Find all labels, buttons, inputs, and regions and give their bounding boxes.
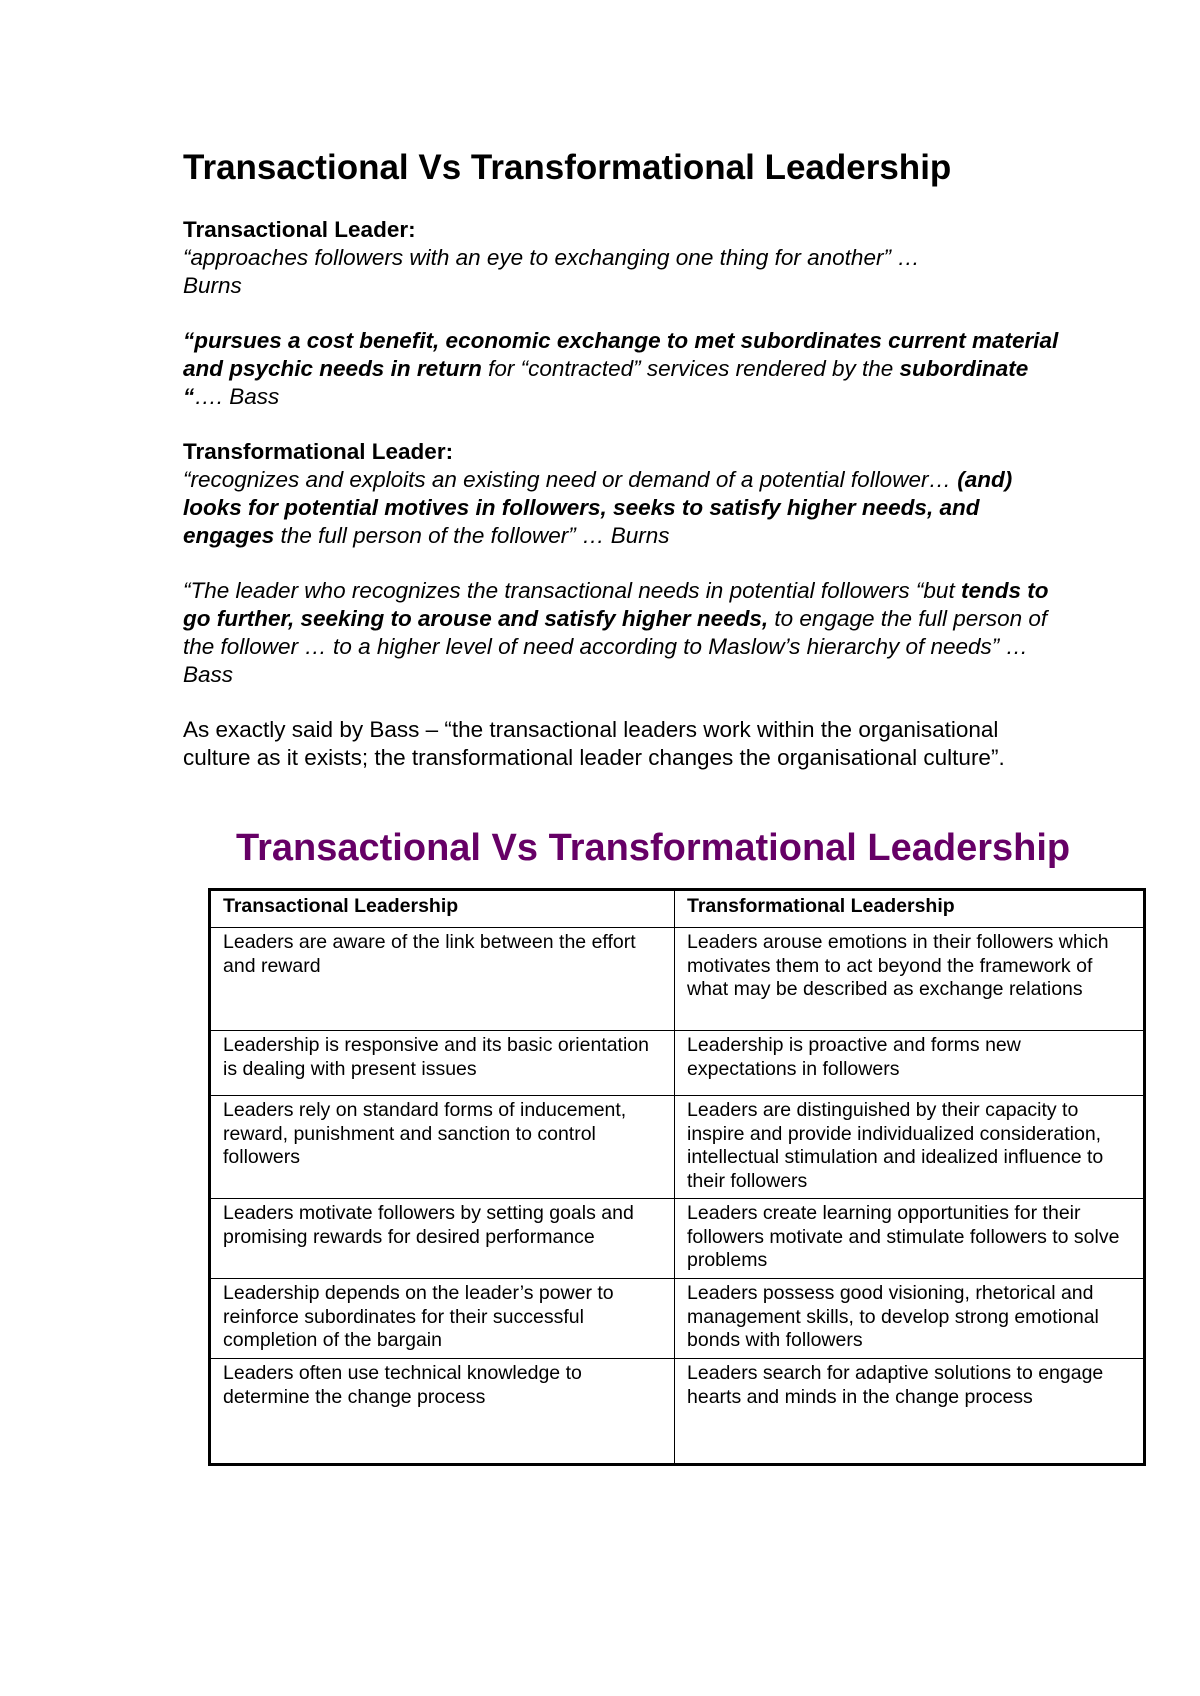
bass-quote-transformational (183, 577, 1063, 689)
transactional-cell: Leaders motivate followers by setting goals and promising rewards for desired performance (210, 1199, 675, 1279)
bass-quote-transformational-italic: “The leader who recognizes the transactional needs in potential followers “but (183, 578, 961, 603)
table-header-row (210, 890, 1145, 928)
burns-quote-transformational-bold: (and) looks for potential motives in followers, seeks to satisfy higher needs, and engages (183, 467, 1013, 548)
page-title: Transactional Vs Transformational Leadership (183, 148, 952, 187)
transformational-cell: Leaders search for adaptive solutions to engage hearts and minds in the change process (675, 1359, 1145, 1465)
transformational-heading: Transformational Leader: (183, 439, 454, 464)
header-transformational: Transformational Leadership (675, 890, 1145, 928)
transactional-cell: Leadership is responsive and its basic orientation is dealing with present issues (210, 1031, 675, 1096)
transactional-cell: Leaders rely on standard forms of inducement, reward, punishment and sanction to control followers (210, 1096, 675, 1199)
bass-quote-transformational-end: to engage the full person of the follower … to a higher level of need according to Maslow’s hierarchy of needs” … Bass (183, 606, 1048, 687)
transformational-section (183, 438, 1063, 550)
table-row (210, 928, 1145, 1031)
comparison-title: Transactional Vs Transformational Leadership (236, 827, 1071, 869)
comparison-table (208, 888, 1146, 1466)
table-row (210, 1199, 1145, 1279)
transformational-cell: Leaders possess good visioning, rhetorical and management skills, to develop strong emotional bonds with followers (675, 1279, 1145, 1359)
conclusion-paragraph: As exactly said by Bass – “the transactional leaders work within the organisational culture as it exists; the transformational leader changes the organisational culture”. (183, 717, 1005, 770)
transformational-cell: Leadership is proactive and forms new expectations in followers (675, 1031, 1145, 1096)
burns-quote-transformational-end: the full person of the follower” … Burns (274, 523, 670, 548)
transformational-cell: Leaders arouse emotions in their followers which motivates them to act beyond the framework of what may be described as exchange relations (675, 928, 1145, 1031)
bass-quote-transactional-bold: “pursues a cost benefit, economic exchange to met subordinates current material and psychic needs in return (183, 328, 1059, 381)
transactional-cell: Leaders often use technical knowledge to determine the change process (210, 1359, 675, 1465)
burns-quote-transactional: “approaches followers with an eye to exchanging one thing for another” … (183, 245, 920, 270)
table-row (210, 1031, 1145, 1096)
burns-quote-transformational-italic: “recognizes and exploits an existing need or demand of a potential follower… (183, 467, 958, 492)
transformational-cell: Leaders create learning opportunities for their followers motivate and stimulate followers to solve problems (675, 1199, 1145, 1279)
burns-attribution: Burns (183, 273, 242, 298)
table-row (210, 1279, 1145, 1359)
transactional-cell: Leaders are aware of the link between the effort and reward (210, 928, 675, 1031)
table-row (210, 1359, 1145, 1465)
table-row (210, 1096, 1145, 1199)
bass-attribution: …. Bass (194, 384, 280, 409)
transactional-cell: Leadership depends on the leader’s power to reinforce subordinates for their successful completion of the bargain (210, 1279, 675, 1359)
bass-quote-transformational-bold: tends to go further, seeking to arouse and satisfy higher needs, (183, 578, 1049, 631)
bass-quote-transactional-italic: for “contracted” services rendered by the (481, 356, 900, 381)
bass-quote-transactional-bold-end: subordinate “ (183, 356, 1029, 409)
transactional-heading: Transactional Leader: (183, 217, 416, 242)
transformational-cell: Leaders are distinguished by their capacity to inspire and provide individualized consideration, intellectual stimulation and idealized influence to their followers (675, 1096, 1145, 1199)
header-transactional: Transactional Leadership (210, 890, 675, 928)
transactional-section (183, 216, 1063, 300)
bass-quote-transactional (183, 327, 1063, 411)
